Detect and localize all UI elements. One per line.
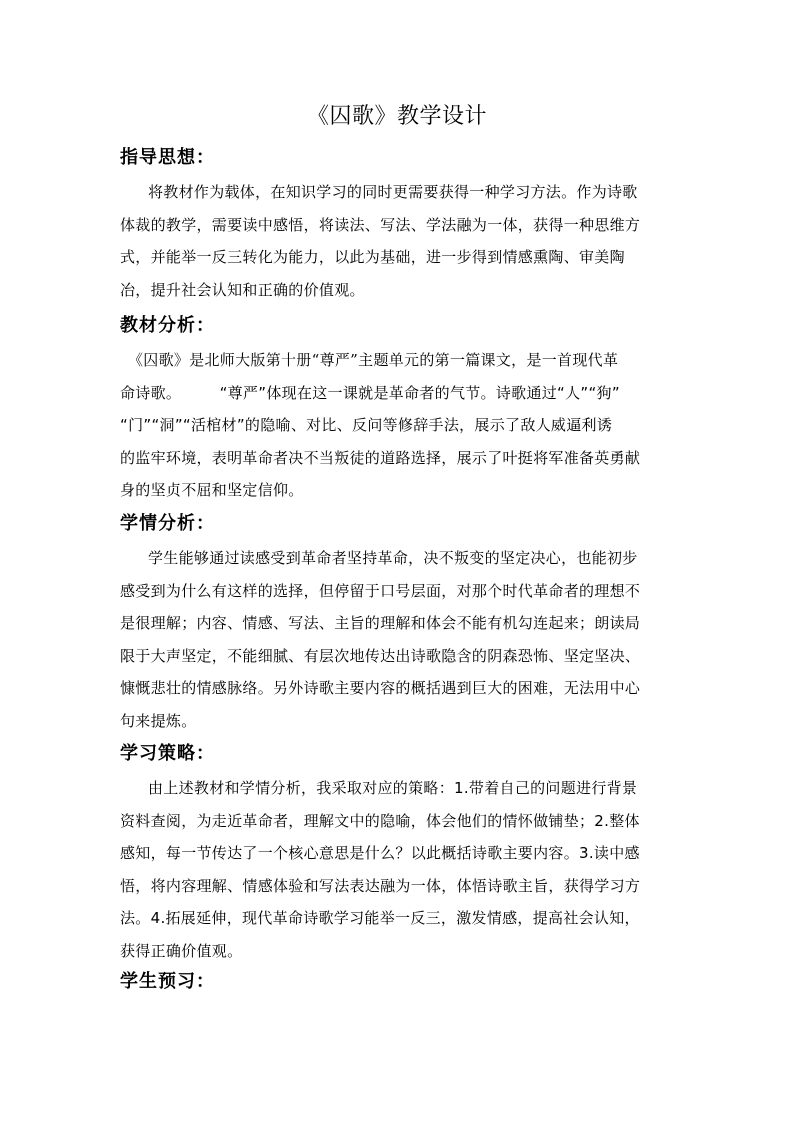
paragraph-line: 体裁的教学，需要读中感悟，将读法、写法、学法融为一体，获得一种思维方 (120, 215, 641, 234)
document-title: 《囚歌》教学设计 (306, 104, 487, 129)
paragraph-line: 慷慨悲壮的情感脉络。另外诗歌主要内容的概括遇到巨大的困难，无法用中心 (120, 679, 641, 698)
paragraph-line: 获得正确价值观。 (120, 941, 243, 960)
paragraph-line: 的监牢环境，表明革命者决不当叛徒的道路选择，展示了叶挺将军准备英勇献 (120, 448, 641, 467)
paragraph-line: 《囚歌》是北师大版第十册“尊严”主题单元的第一篇课文，是一首现代革 (128, 351, 619, 369)
paragraph-line: 冶，提升社会认知和正确的价值观。 (120, 280, 365, 299)
paragraph-line: 学生能够通过读感受到革命者坚持革命，决不叛变的坚定决心，也能初步 (148, 549, 638, 567)
paragraph-line: 是很理解；内容、情感、写法、主旨的理解和体会不能有机勾连起来；朗读局 (120, 614, 641, 633)
paragraph-line: 限于大声坚定，不能细腻、有层次地传达出诗歌隐含的阴森恐怖、坚定坚决、 (120, 646, 641, 665)
paragraph-line: 将教材作为载体，在知识学习的同时更需要获得一种学习方法。作为诗歌 (148, 183, 638, 201)
paragraph-line: 式，并能举一反三转化为能力，以此为基础，进一步得到情感熏陶、审美陶 (120, 248, 625, 267)
section-body-learning-strategy (120, 772, 675, 968)
paragraph-line: 命诗歌。 “尊严”体现在这一课就是革命者的气节。诗歌通过“人”“狗” (120, 383, 620, 402)
section-body-guiding-idea (120, 176, 675, 306)
paragraph-line: 句来提炼。 (120, 711, 197, 730)
section-body-student-analysis (120, 542, 675, 738)
paragraph-line: 法。4.拓展延伸，现代革命诗歌学习能举一反三，激发情感，提高社会认知， (120, 909, 640, 928)
section-heading-learning-strategy: 学习策略： (120, 743, 215, 764)
paragraph-line: 感受到为什么有这样的选择，但停留于口号层面，对那个时代革命者的理想不 (120, 581, 641, 600)
section-heading-textbook-analysis: 教材分析： (120, 315, 215, 336)
section-heading-guiding-idea: 指导思想： (120, 147, 215, 168)
section-heading-student-preview: 学生预习： (120, 971, 215, 992)
paragraph-line: “门”“洞”“活棺材”的隐喻、对比、反问等修辞手法，展示了敌人威逼利诱 (120, 416, 613, 435)
paragraph-line: 资料查阅，为走近革命者，理解文中的隐喻，体会他们的情怀做铺垫；2.整体 (120, 811, 640, 830)
section-body-textbook-analysis (120, 344, 675, 507)
paragraph-line: 身的坚贞不屈和坚定信仰。 (120, 481, 304, 500)
paragraph-line: 悟，将内容理解、情感体验和写法表达融为一体，体悟诗歌主旨，获得学习方 (120, 876, 641, 895)
section-heading-student-analysis: 学情分析： (120, 513, 215, 534)
paragraph-line: 由上述教材和学情分析，我采取对应的策略：1.带着自己的问题进行背景 (148, 779, 638, 797)
paragraph-line: 感知，每一节传达了一个核心意思是什么？以此概括诗歌主要内容。3.读中感 (120, 844, 640, 863)
